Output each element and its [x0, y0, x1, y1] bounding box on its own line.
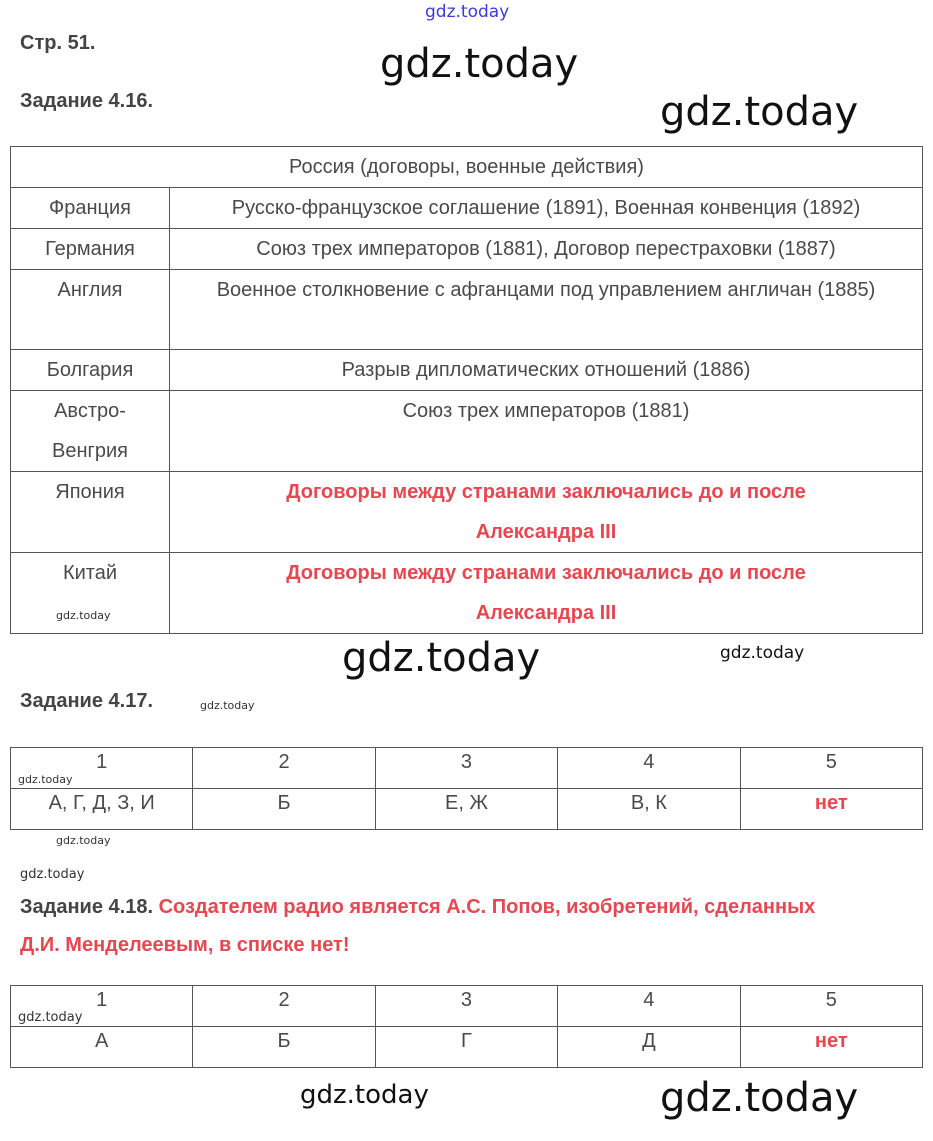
watermark-top: gdz.today: [425, 2, 510, 22]
value-cell: В, К: [558, 789, 740, 830]
task-417-title: Задание 4.17.: [20, 690, 154, 712]
task-418-table: [10, 985, 923, 1068]
header-cell: 5: [740, 986, 922, 1027]
value-cell: Е, Ж: [375, 789, 557, 830]
watermark: gdz.today: [18, 1010, 83, 1025]
value-cell: А: [11, 1027, 193, 1068]
value-cell: А, Г, Д, З, И: [11, 789, 193, 830]
country-cell: Китай: [11, 553, 170, 634]
country-cell: Болгария: [11, 350, 170, 391]
watermark: gdz.today: [20, 867, 85, 882]
value-cell: Г: [375, 1027, 557, 1068]
relation-cell: Союз трех императоров (1881), Договор перестраховки (1887): [170, 229, 923, 270]
watermark: gdz.today: [300, 1080, 429, 1110]
country-cell: Австро-Венгрия: [11, 391, 170, 472]
table-row: [11, 553, 923, 634]
value-cell: Б: [193, 1027, 375, 1068]
relation-cell: Союз трех императоров (1881): [170, 391, 923, 472]
watermark: gdz.today: [660, 1075, 859, 1121]
header-cell: 3: [375, 986, 557, 1027]
value-cell: нет: [740, 1027, 922, 1068]
watermark: gdz.today: [660, 89, 859, 135]
header-cell: 4: [558, 748, 740, 789]
header-cell: 1: [11, 986, 193, 1027]
table-row: [11, 350, 923, 391]
relation-cell: Военное столкновение с афганцами под управлением англичан (1885): [170, 270, 923, 350]
value-cell: Д: [558, 1027, 740, 1068]
relation-cell: Русско-французское соглашение (1891), Военная конвенция (1892): [170, 188, 923, 229]
header-cell: 4: [558, 986, 740, 1027]
header-cell: 2: [193, 748, 375, 789]
table-row: [11, 270, 923, 350]
table-row: [11, 789, 923, 830]
relation-cell: Договоры между странами заключались до и после Александра III: [170, 472, 923, 553]
country-cell: Германия: [11, 229, 170, 270]
table-row: [11, 472, 923, 553]
table-header-row: [11, 748, 923, 789]
country-cell: Япония: [11, 472, 170, 553]
relation-cell: Разрыв дипломатических отношений (1886): [170, 350, 923, 391]
country-cell: Англия: [11, 270, 170, 350]
task-416-table: [10, 146, 923, 634]
header-cell: 5: [740, 748, 922, 789]
table-row: [11, 188, 923, 229]
task-417-table: [10, 747, 923, 830]
relation-cell: Договоры между странами заключались до и после Александра III: [170, 553, 923, 634]
watermark: gdz.today: [380, 41, 579, 87]
header-cell: 1: [11, 748, 193, 789]
value-cell: Б: [193, 789, 375, 830]
header-cell: 2: [193, 986, 375, 1027]
table-row: [11, 229, 923, 270]
table-header-row: [11, 986, 923, 1027]
watermark: gdz.today: [56, 834, 111, 847]
watermark: gdz.today: [200, 699, 255, 712]
header-cell: 3: [375, 748, 557, 789]
country-cell: Франция: [11, 188, 170, 229]
table-row: [11, 391, 923, 472]
task-418-text: [20, 888, 820, 964]
page-number: Стр. 51.: [20, 32, 96, 54]
watermark: gdz.today: [720, 643, 805, 663]
watermark: gdz.today: [342, 635, 541, 681]
watermark: gdz.today: [56, 609, 111, 622]
task-418-answer: Создателем радио является А.С. Попов, изобретений, сделанных Д.И. Менделеевым, в списке нет!: [20, 896, 816, 956]
watermark: gdz.today: [18, 773, 73, 786]
task-416-title: Задание 4.16.: [20, 90, 154, 112]
table-row: [11, 1027, 923, 1068]
table-header: Россия (договоры, военные действия): [11, 147, 923, 188]
value-cell: нет: [740, 789, 922, 830]
task-418-title: Задание 4.18.: [20, 896, 154, 918]
